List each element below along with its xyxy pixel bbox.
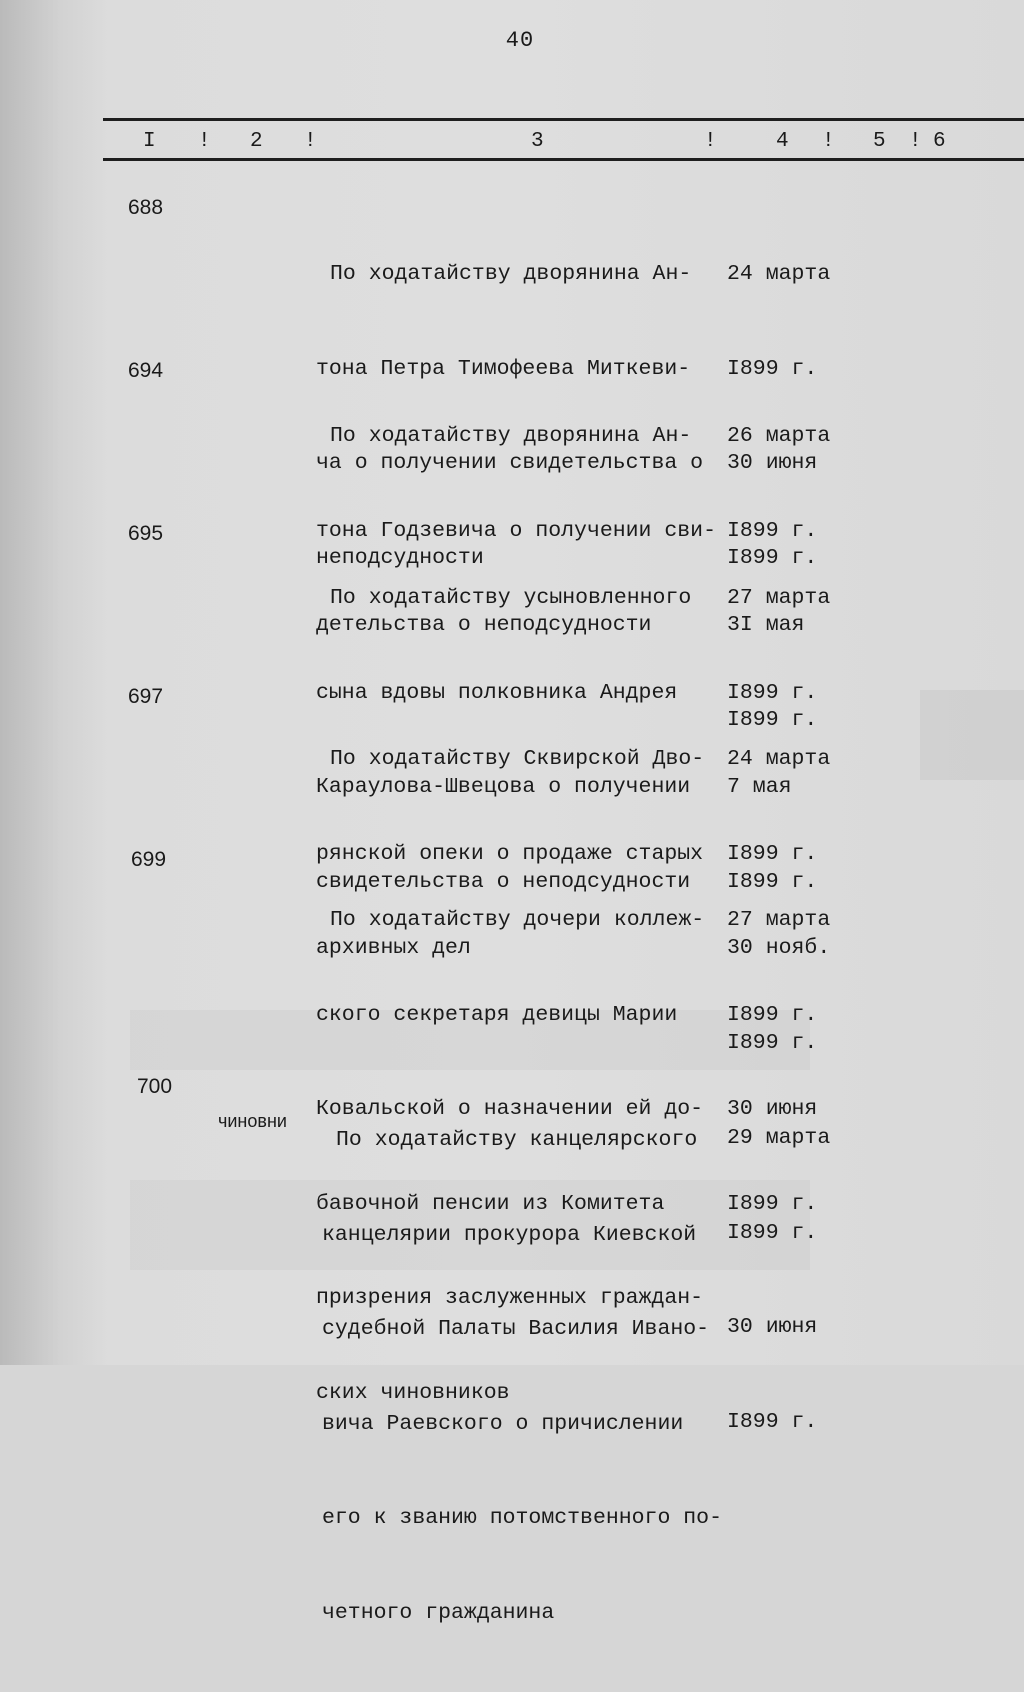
text-line: сына вдовы полковника Андрея bbox=[316, 680, 678, 705]
entry-number: 700 bbox=[137, 1075, 173, 1098]
col-separator: ! bbox=[704, 130, 717, 153]
date-line: 24 марта bbox=[727, 262, 831, 286]
col-header-6: 6 bbox=[933, 130, 946, 153]
table-top-rule bbox=[103, 118, 1024, 121]
date-line: 29 марта bbox=[727, 1126, 831, 1150]
page-fold-shadow bbox=[0, 0, 110, 1365]
date-line: I899 г. bbox=[727, 680, 818, 705]
text-line: канцелярии прокурора Киевской bbox=[322, 1222, 697, 1247]
table-bottom-rule bbox=[103, 158, 1024, 161]
date-line: 30 июня bbox=[727, 1315, 818, 1339]
date-line: I899 г. bbox=[727, 1002, 818, 1027]
text-line: судебной Палаты Василия Ивано- bbox=[322, 1317, 710, 1341]
date-line: 27 марта bbox=[727, 908, 831, 932]
text-line: вича Раевского о причислении bbox=[322, 1411, 684, 1436]
date-line: I899 г. bbox=[727, 707, 818, 732]
date-line: 27 марта bbox=[727, 586, 831, 610]
date-line: 7 мая bbox=[727, 775, 792, 799]
col-separator: ! bbox=[822, 130, 835, 153]
text-line: По ходатайству дочери коллеж- bbox=[330, 908, 705, 932]
text-line: бавочной пенсии из Комитета bbox=[316, 1191, 665, 1216]
text-line: По ходатайству усыновленного bbox=[330, 586, 692, 610]
text-line: По ходатайству дворянина Ан- bbox=[330, 424, 692, 448]
entry-number: 694 bbox=[128, 359, 164, 382]
text-line: По ходатайству Сквирской Дво- bbox=[330, 747, 705, 771]
date-line: I899 г. bbox=[727, 545, 818, 570]
date-line: 30 июня bbox=[727, 1097, 818, 1121]
entry-description bbox=[322, 1062, 732, 1692]
date-line: I899 г. bbox=[727, 869, 818, 894]
text-line: детельства о неподсудности bbox=[316, 613, 652, 637]
col-header-4: 4 bbox=[776, 130, 789, 153]
date-line: 3I мая bbox=[727, 613, 805, 637]
entry-number: 688 bbox=[128, 196, 164, 219]
text-line: архивных дел bbox=[316, 936, 471, 960]
text-line: тона Годзевича о получении сви- bbox=[316, 518, 716, 543]
date-line: 26 марта bbox=[727, 424, 831, 448]
col-header-3: 3 bbox=[531, 130, 544, 153]
col-header-5: 5 bbox=[873, 130, 886, 153]
page-number: 40 bbox=[505, 28, 535, 53]
date-line: I899 г. bbox=[727, 518, 818, 543]
col-separator: ! bbox=[198, 130, 211, 153]
entry-number: 695 bbox=[128, 522, 164, 545]
bleed-through-mark bbox=[920, 690, 1024, 780]
date-line: I899 г. bbox=[727, 356, 818, 381]
text-line: неподсудности bbox=[316, 545, 484, 570]
date-line: 30 нояб. bbox=[727, 936, 831, 960]
text-line: По ходатайству канцелярского bbox=[336, 1128, 698, 1152]
date-line: 30 июня bbox=[727, 451, 818, 475]
text-line: призрения заслуженных граждан- bbox=[316, 1286, 704, 1310]
text-line: ских чиновников bbox=[316, 1380, 510, 1405]
date-line: I899 г. bbox=[727, 1409, 818, 1434]
text-line: свидетельства о неподсудности bbox=[316, 869, 691, 894]
col-separator: ! bbox=[909, 130, 922, 153]
text-line: По ходатайству дворянина Ан- bbox=[330, 262, 692, 286]
text-line: тона Петра Тимофеева Миткеви- bbox=[316, 356, 691, 381]
text-line: рянской опеки о продаже старых bbox=[316, 841, 704, 866]
text-line: его к званию потомственного по- bbox=[322, 1506, 722, 1530]
entry-number: 699 bbox=[131, 848, 167, 871]
inserted-word: чиновни bbox=[218, 1111, 287, 1131]
col-header-1: I bbox=[143, 130, 156, 153]
date-line: I899 г. bbox=[727, 1191, 818, 1216]
text-line: Ковальской о назначении ей до- bbox=[316, 1097, 704, 1121]
text-line: ча о получении свидетельства о bbox=[316, 451, 704, 475]
entry-dates bbox=[727, 1060, 867, 1501]
col-header-2: 2 bbox=[250, 130, 263, 153]
date-line: I899 г. bbox=[727, 1030, 818, 1055]
text-line: четного гражданина bbox=[322, 1600, 555, 1625]
text-line: ского секретаря девицы Марии bbox=[316, 1002, 678, 1027]
date-line: I899 г. bbox=[727, 841, 818, 866]
col-separator: ! bbox=[304, 130, 317, 153]
date-line: I899 г. bbox=[727, 1220, 818, 1245]
date-line: 24 марта bbox=[727, 747, 831, 771]
text-line: Караулова-Швецова о получении bbox=[316, 775, 691, 799]
entry-number: 697 bbox=[128, 685, 164, 708]
